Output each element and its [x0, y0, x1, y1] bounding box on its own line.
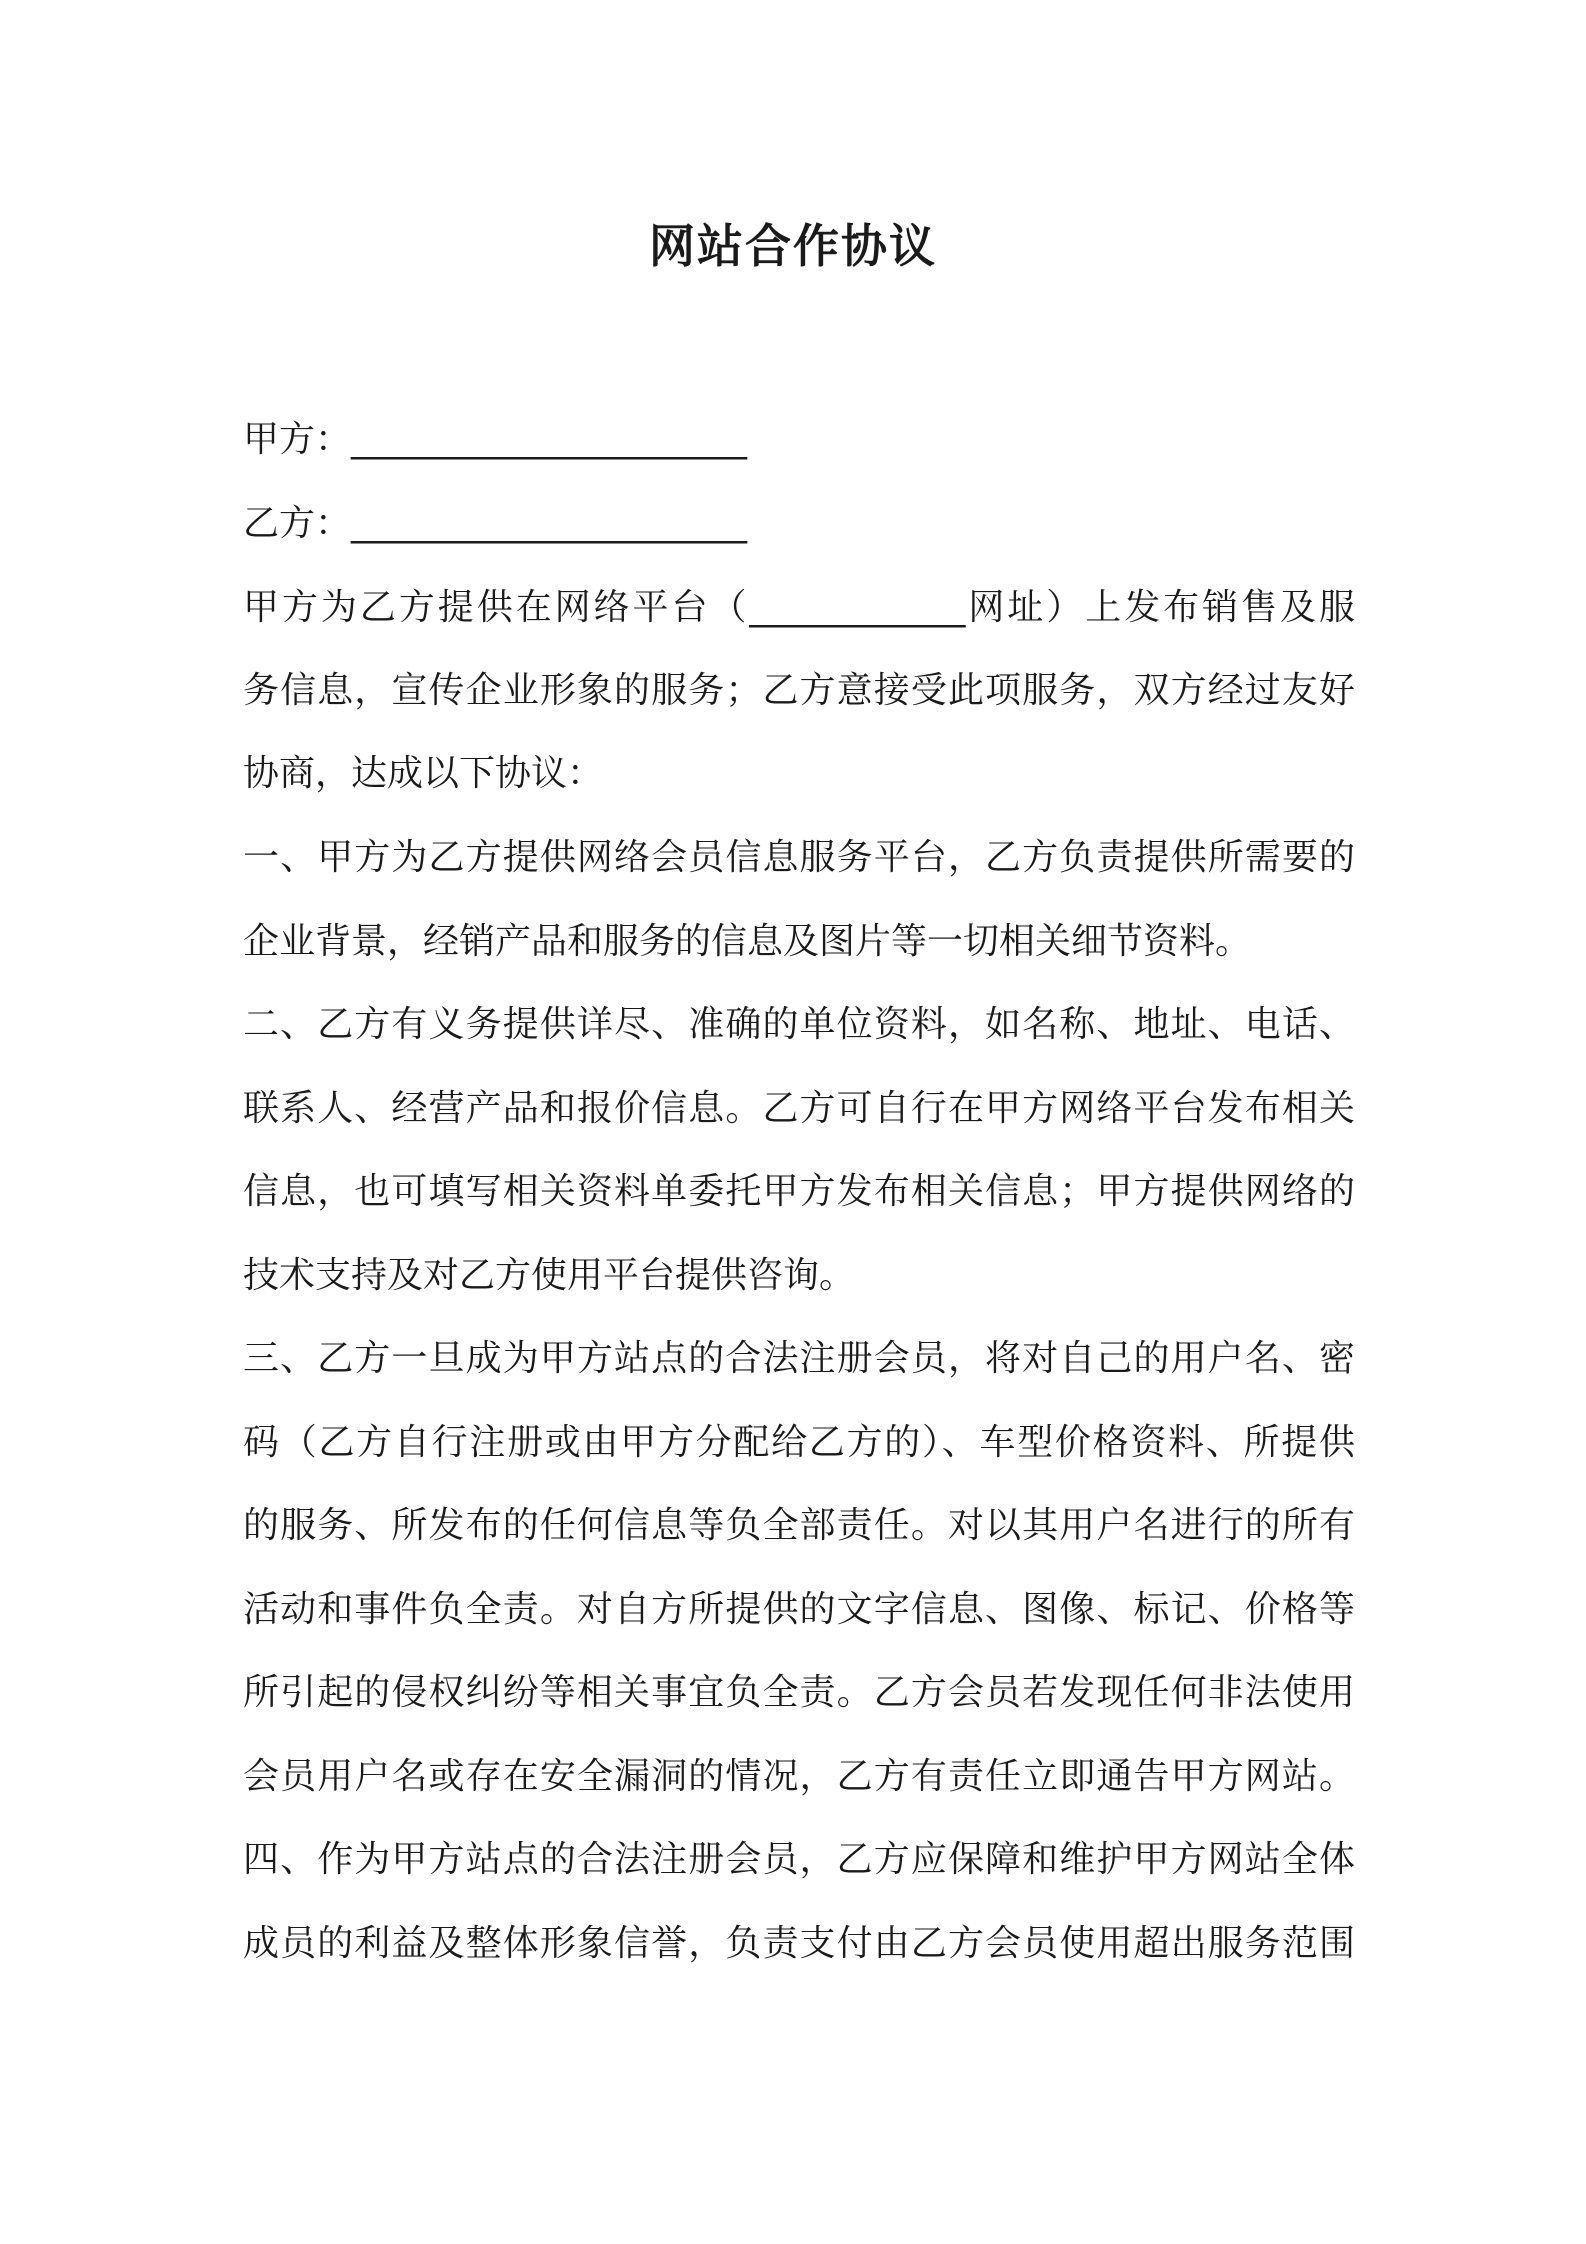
clause-2-line-1: 二、乙方有义务提供详尽、准确的单位资料，如名称、地址、电话、	[243, 1004, 1355, 1045]
party-b-line: 乙方：______________________	[243, 503, 748, 544]
intro-line-2: 务信息，宣传企业形象的服务；乙方意接受此项服务，双方经过友好	[243, 670, 1355, 711]
clause-1-line-1: 一、甲方为乙方提供网络会员信息服务平台，乙方负责提供所需要的	[243, 837, 1355, 878]
clause-4-line-1: 四、作为甲方站点的合法注册会员，乙方应保障和维护甲方网站全体	[243, 1839, 1355, 1880]
clause-3-line-4: 活动和事件负全责。对自方所提供的文字信息、图像、标记、价格等	[243, 1589, 1355, 1630]
clause-3-line-5: 所引起的侵权纠纷等相关事宜负全责。乙方会员若发现任何非法使用	[243, 1672, 1355, 1713]
clause-2-line-2: 联系人、经营产品和报价信息。乙方可自行在甲方网络平台发布相关	[243, 1088, 1355, 1129]
party-a-line: 甲方：______________________	[243, 419, 748, 460]
intro-line-3: 协商，达成以下协议：	[243, 753, 604, 794]
clause-4-line-2: 成员的利益及整体形象信誉，负责支付由乙方会员使用超出服务范围	[243, 1923, 1355, 1964]
document-title: 网站合作协议	[649, 219, 937, 273]
clause-2-line-4: 技术支持及对乙方使用平台提供咨询。	[243, 1255, 856, 1296]
clause-3-line-6: 会员用户名或存在安全漏洞的情况，乙方有责任立即通告甲方网站。	[243, 1756, 1355, 1797]
clause-1-line-2: 企业背景，经销产品和服务的信息及图片等一切相关细节资料。	[243, 921, 1252, 962]
clause-3-line-1: 三、乙方一旦成为甲方站点的合法注册会员，将对自己的用户名、密	[243, 1338, 1355, 1379]
clause-3-line-3: 的服务、所发布的任何信息等负全部责任。对以其用户名进行的所有	[243, 1505, 1355, 1546]
clause-2-line-3: 信息，也可填写相关资料单委托甲方发布相关信息；甲方提供网络的	[243, 1171, 1355, 1212]
intro-line-1: 甲方为乙方提供在网络平台（____________网址）上发布销售及服	[243, 587, 1355, 628]
clause-3-line-2: 码（乙方自行注册或由甲方分配给乙方的）、车型价格资料、所提供	[243, 1422, 1355, 1463]
